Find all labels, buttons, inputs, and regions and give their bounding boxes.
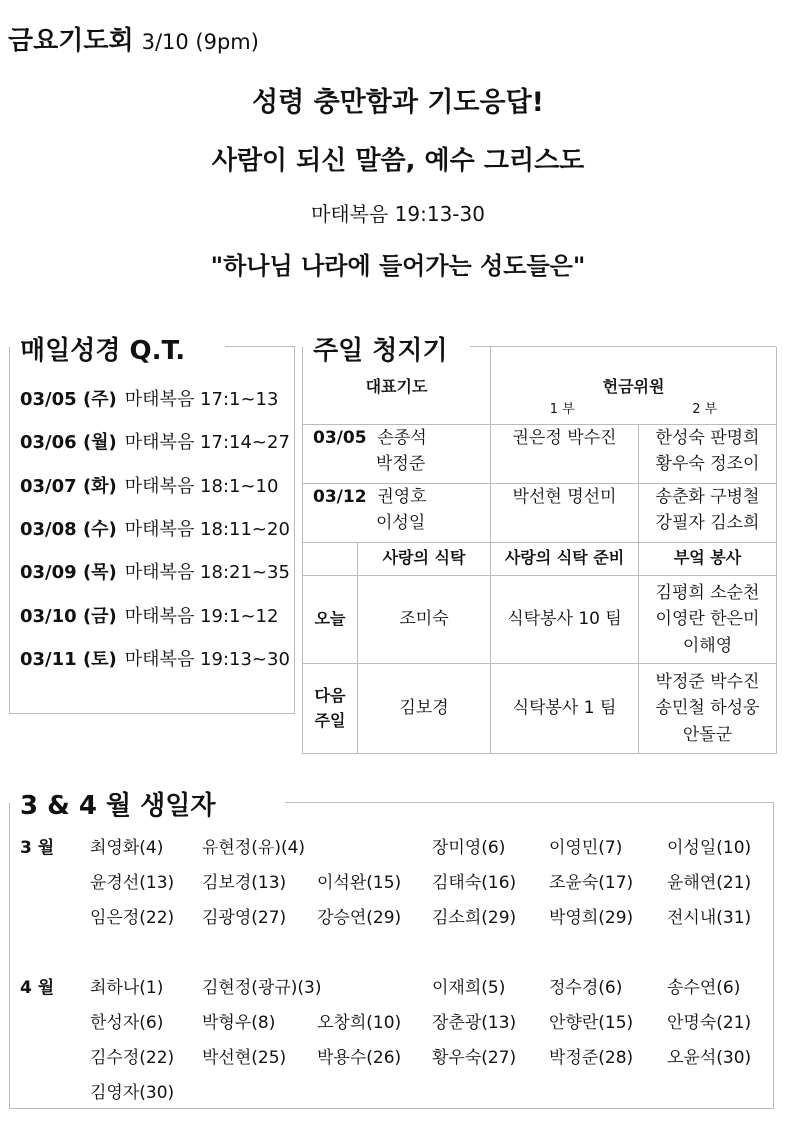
birthday-entry: 이석완(15) — [317, 873, 402, 893]
kitchen-line: 송민철 하성웅 — [655, 698, 760, 719]
header-prayer: 대표기도 — [303, 347, 491, 424]
birthday-entry: 조윤숙(17) — [549, 873, 634, 893]
qt-reading: 마태복음 19:1~12 — [124, 605, 279, 627]
prayer-name: 박정준 — [376, 454, 426, 475]
birthday-entry: 이재희(5) — [432, 978, 506, 998]
birthday-entry: 정수경(6) — [549, 978, 623, 998]
service-1-cell: 권은정 박수진 — [491, 424, 639, 483]
prep-cell: 식탁봉사 1 팀 — [491, 664, 639, 754]
qt-row — [20, 515, 290, 541]
birthday-entry: 한성자(6) — [90, 1013, 164, 1033]
kitchen-line: 이영란 한은미 — [655, 609, 760, 630]
qt-row — [20, 558, 290, 584]
sub-service-1: 1 부 — [549, 401, 575, 417]
qt-row — [20, 385, 278, 411]
birthday-entry: 김영자(30) — [90, 1083, 175, 1103]
kitchen-line: 안돌군 — [682, 724, 733, 745]
birthday-entry: 김소희(29) — [432, 908, 517, 928]
sermon-series: 사람이 되신 말씀, 예수 그리스도 — [211, 146, 585, 176]
kitchen-line: 이해영 — [682, 635, 733, 656]
qt-row — [20, 645, 290, 671]
qt-reading: 마태복음 17:14~27 — [124, 432, 290, 454]
kitchen-line: 김평희 소순천 — [655, 582, 760, 603]
qt-row — [20, 472, 278, 498]
service-2-cell — [639, 484, 777, 543]
qt-reading: 마태복음 18:21~35 — [124, 562, 290, 584]
month-label-march: 3 월 — [20, 838, 55, 858]
birthday-entry: 장춘광(13) — [432, 1013, 517, 1033]
qt-title: 매일성경 Q.T. — [20, 330, 193, 367]
sermon-title: "하나님 나라에 들어가는 성도들은" — [210, 252, 586, 280]
birthday-entry: 윤해연(21) — [667, 873, 752, 893]
empty-cell — [303, 543, 358, 576]
birthday-entry: 박용수(26) — [317, 1048, 402, 1068]
birthday-entry: 최하나(1) — [90, 978, 164, 998]
page-title — [8, 20, 259, 57]
birthday-entry: 유현정(유)(4) — [202, 838, 306, 858]
scripture: 마태복음 19:13-30 — [311, 202, 485, 226]
qt-date: 03/08 (수) — [20, 518, 117, 540]
table-row-today — [303, 575, 777, 664]
birthday-entry: 오윤석(30) — [667, 1048, 752, 1068]
qt-date: 03/11 (토) — [20, 648, 117, 670]
table-row — [303, 424, 777, 483]
offering-subheaders — [491, 400, 776, 420]
birthday-entry: 오창희(10) — [317, 1013, 402, 1033]
birthday-entry: 박선현(25) — [202, 1048, 287, 1068]
love-table-cell: 조미숙 — [358, 575, 491, 664]
birthday-entry: 윤경선(13) — [90, 873, 175, 893]
header-offering-label: 헌금위원 — [602, 377, 665, 396]
birthday-entry: 안명숙(21) — [667, 1013, 752, 1033]
qt-reading: 마태복음 18:1~10 — [124, 475, 279, 497]
birthday-entry: 김현정(광규)(3) — [202, 978, 322, 998]
birthday-entry: 박형우(8) — [202, 1013, 276, 1033]
birthday-entry: 최영화(4) — [90, 838, 164, 858]
header-offering — [491, 347, 777, 424]
qt-row — [20, 428, 290, 454]
birthday-entry: 박영희(29) — [549, 908, 634, 928]
qt-date: 03/10 (금) — [20, 605, 117, 627]
kitchen-cell — [639, 575, 777, 664]
title-text: 금요기도회 — [8, 26, 134, 56]
headline: 성령 충만함과 기도응답! — [252, 87, 544, 118]
birthday-title: 3 & 4 월 생일자 — [20, 785, 224, 822]
qt-date: 03/09 (목) — [20, 562, 117, 584]
birthday-entry: 안향란(15) — [549, 1013, 634, 1033]
birthday-entry: 이영민(7) — [549, 838, 623, 858]
service-1-cell: 박선현 명선미 — [491, 484, 639, 543]
service-2-line: 한성숙 판명희 — [655, 427, 760, 448]
sunday-table — [302, 347, 777, 754]
row-label-today: 오늘 — [303, 575, 358, 664]
meal-header-row — [303, 543, 777, 576]
sub-service-2: 2 부 — [692, 401, 718, 417]
birthday-entry: 전시내(31) — [667, 908, 752, 928]
row-label-line: 다음 — [314, 685, 346, 705]
row-label-next — [303, 664, 358, 754]
qt-reading: 마태복음 18:11~20 — [124, 518, 290, 540]
table-row-next — [303, 664, 777, 754]
prayer-cell — [303, 484, 491, 543]
love-table-cell: 김보경 — [358, 664, 491, 754]
row-label-line: 주일 — [314, 710, 346, 730]
service-2-line: 황우숙 정조이 — [655, 454, 760, 475]
header-love-table: 사랑의 식탁 — [358, 543, 491, 576]
kitchen-line: 박정준 박수진 — [655, 672, 760, 693]
sunday-title: 주일 청지기 — [313, 330, 456, 367]
birthday-entry: 이성일(10) — [667, 838, 752, 858]
prayer-name: 권영호 — [377, 487, 427, 507]
header-kitchen: 부엌 봉사 — [639, 543, 777, 576]
qt-date: 03/05 (주) — [20, 389, 117, 410]
birthday-entry: 강승연(29) — [317, 908, 402, 928]
row-date: 03/05 — [313, 427, 367, 448]
birthday-entry: 김수정(22) — [90, 1048, 175, 1068]
service-2-line: 강필자 김소희 — [655, 513, 760, 534]
qt-date: 03/07 (화) — [20, 475, 117, 497]
meeting-date: 3/10 (9pm) — [141, 30, 259, 54]
prayer-cell — [303, 424, 491, 483]
service-2-cell — [639, 424, 777, 483]
birthday-entry: 김광영(27) — [202, 908, 287, 928]
month-label-april: 4 월 — [20, 978, 55, 998]
birthday-entry: 박정준(28) — [549, 1048, 634, 1068]
birthday-entry: 임은정(22) — [90, 908, 175, 928]
birthday-entry: 김태숙(16) — [432, 873, 517, 893]
qt-reading: 마태복음 17:1~13 — [124, 389, 279, 410]
prep-cell: 식탁봉사 10 팀 — [491, 575, 639, 664]
birthday-entry: 황우숙(27) — [432, 1048, 517, 1068]
table-row — [303, 484, 777, 543]
birthday-entry: 장미영(6) — [432, 838, 506, 858]
row-date: 03/12 — [313, 487, 367, 507]
birthday-entry: 김보경(13) — [202, 873, 287, 893]
header-love-table-prep: 사랑의 식탁 준비 — [491, 543, 639, 576]
prayer-name: 손종석 — [377, 427, 427, 448]
qt-date: 03/06 (월) — [20, 432, 117, 454]
prayer-name: 이성일 — [376, 513, 426, 534]
qt-reading: 마태복음 19:13~30 — [124, 648, 290, 670]
qt-row — [20, 602, 278, 628]
birthday-entry: 송수연(6) — [667, 978, 741, 998]
kitchen-cell — [639, 664, 777, 754]
service-2-line: 송춘화 구병철 — [655, 487, 760, 507]
